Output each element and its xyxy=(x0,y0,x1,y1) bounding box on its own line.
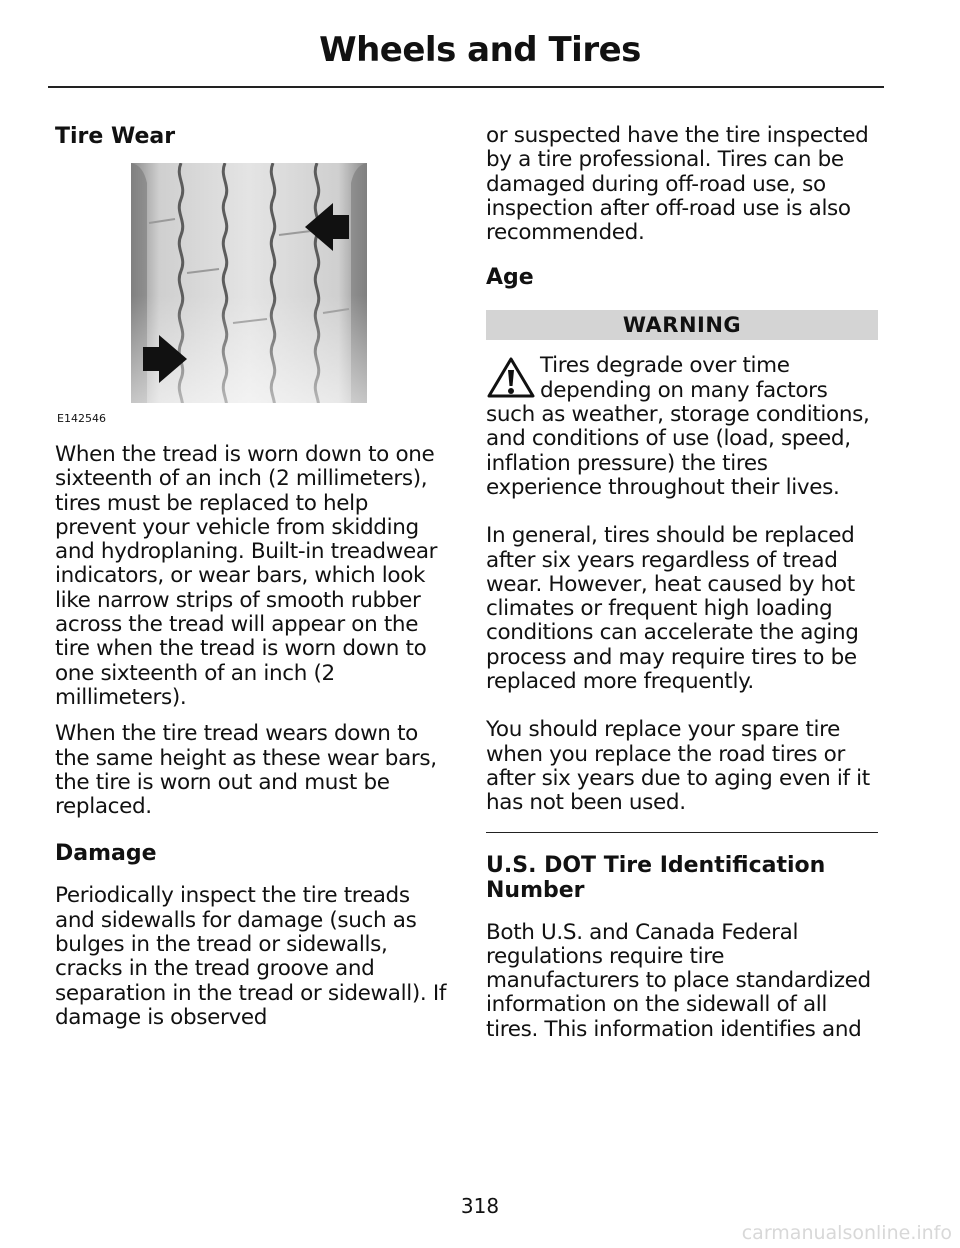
dot-heading: U.S. DOT Tire Identification Number xyxy=(486,852,826,903)
tread-depth-paragraph: When the tread is worn down to one sixteenth of an inch (2 millimeters), tires must be replaced to help prevent your vehicle from skidding and hydroplaning. Built-in treadwear indicators, or wear bars, which look like narrow strips of smooth rubber across the tread will appear on the tire when the tread is worn down to one sixteenth of an inch (2 millimeters). xyxy=(55,442,438,710)
watermark: carmanualsonline.info xyxy=(741,1222,952,1244)
damage-paragraph: Periodically inspect the tire treads and sidewalls for damage (such as bulges in the tread or sidewalls, cracks in the tread groove and separation in the tread or sidewall). If damage is observed xyxy=(55,883,447,1030)
tread-wear-figure xyxy=(55,163,447,425)
tire-tread-illustration xyxy=(125,163,373,403)
dot-paragraph: Both U.S. and Canada Federal regulations require tire manufacturers to place standardized information on the sidewall of all tires. This information identifies and xyxy=(486,919,871,1042)
right-column xyxy=(486,124,878,1042)
page-number: 318 xyxy=(460,1194,500,1218)
spare-tire-paragraph: You should replace your spare tire when you replace the road tires or after six years due to aging even if it has not been used. xyxy=(486,717,870,816)
figure-id: E142546 xyxy=(57,412,106,425)
title-divider xyxy=(48,86,884,88)
warning-block xyxy=(486,354,878,500)
general-age-paragraph: In general, tires should be replaced after six years regardless of tread wear. However, heat caused by hot climates or frequent high loading conditions can accelerate the aging process and may require tires to be replaced more frequently. xyxy=(486,523,859,695)
age-heading: Age xyxy=(486,265,534,291)
section-divider xyxy=(486,832,878,833)
damage-heading: Damage xyxy=(55,841,157,867)
left-column xyxy=(55,124,447,1030)
page-title: Wheels and Tires xyxy=(319,30,641,70)
wear-bar-paragraph: When the tire tread wears down to the same height as these wear bars, the tire is worn out and must be replaced. xyxy=(55,721,437,820)
continued-paragraph: or suspected have the tire inspected by a tire professional. Tires can be damaged during off-road use, so inspection after off-road use is also recommended. xyxy=(486,123,869,246)
warning-text: Tires degrade over time depending on many factors such as weather, storage conditions, and conditions of use (load, speed, inflation pressure) the tires experience throughout their lives. xyxy=(486,353,870,500)
tire-wear-heading: Tire Wear xyxy=(55,124,176,149)
warning-triangle-icon xyxy=(486,356,536,400)
warning-banner: WARNING xyxy=(486,310,878,340)
